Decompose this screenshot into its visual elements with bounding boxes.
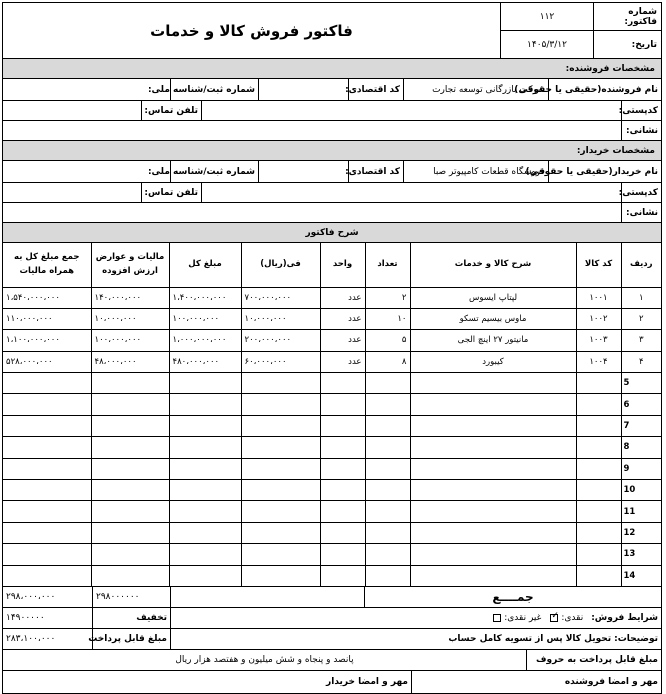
item-desc[interactable]: لپتاپ ایسوس <box>410 287 576 308</box>
empty-cell[interactable] <box>241 373 320 394</box>
empty-cell[interactable] <box>410 522 576 543</box>
empty-cell[interactable] <box>576 458 621 479</box>
terms-cell <box>170 608 661 628</box>
item-desc[interactable]: مانیتور ۲۷ اینچ الجی <box>410 330 576 351</box>
invoice-header <box>3 3 661 59</box>
invoice-meta <box>501 3 661 58</box>
terms-row <box>3 608 661 629</box>
buyer-phone-label: تلفن تماس: <box>141 183 201 202</box>
empty-cell[interactable] <box>410 565 576 586</box>
item-unit[interactable]: عدد <box>320 330 365 351</box>
seller-name-label: نام فروشنده(حقیقی یا حقوقی) <box>548 79 661 100</box>
item-code[interactable]: ۱۰۰۴ <box>576 351 621 372</box>
item-total[interactable]: ۴۸۰،۰۰۰،۰۰۰ <box>169 351 241 372</box>
item-price[interactable]: ۷۰۰،۰۰۰،۰۰۰ <box>241 287 320 308</box>
item-code[interactable]: ۱۰۰۱ <box>576 287 621 308</box>
empty-cell[interactable] <box>576 544 621 565</box>
empty-cell[interactable] <box>241 565 320 586</box>
col-radif: ردیف <box>621 243 661 287</box>
empty-cell[interactable] <box>241 501 320 522</box>
buyer-signature[interactable]: مهر و امضا خریدار <box>326 676 408 687</box>
empty-cell[interactable] <box>91 501 169 522</box>
item-qty[interactable]: ۲ <box>365 287 410 308</box>
item-qty[interactable]: ۵ <box>365 330 410 351</box>
items-header-row <box>3 243 661 287</box>
empty-cell[interactable] <box>576 415 621 436</box>
items-section-title: شرح فاکتور <box>3 223 661 243</box>
item-radif: 14 <box>621 565 661 586</box>
seller-address-value[interactable] <box>3 121 621 140</box>
seller-postal-value[interactable] <box>201 101 621 120</box>
empty-cell[interactable] <box>3 415 91 436</box>
item-radif: 6 <box>621 394 661 415</box>
words-label: مبلغ قابل پرداخت به حروف <box>526 650 661 670</box>
tax-sum-value[interactable]: ۲۹۸۰۰۰۰۰۰ <box>92 587 170 607</box>
buyer-reg-label: شماره ثبت/شناسه ملی: <box>170 161 258 182</box>
col-qty: تعداد <box>365 243 410 287</box>
item-radif: 7 <box>621 415 661 436</box>
invoice-date-label: تاریخ: <box>593 31 661 58</box>
payable-label: مبلغ قابل پرداخت <box>92 629 170 649</box>
empty-cell[interactable] <box>365 544 410 565</box>
seller-phone-label: تلفن تماس: <box>141 101 201 120</box>
seller-address-label: نشانی: <box>621 121 661 140</box>
empty-cell[interactable] <box>91 415 169 436</box>
empty-cell[interactable] <box>91 437 169 458</box>
empty-cell[interactable] <box>576 501 621 522</box>
empty-cell[interactable] <box>3 522 91 543</box>
empty-cell[interactable] <box>3 394 91 415</box>
payable-value[interactable]: ۲۸۳،۱۰۰،۰۰۰ <box>6 633 56 644</box>
buyer-phone-value[interactable] <box>3 183 141 202</box>
table-row <box>3 458 661 479</box>
invoice-date-value[interactable]: ۱۴۰۵/۳/۱۲ <box>527 39 567 50</box>
noncash-label: غیر نقدی: <box>504 612 542 623</box>
empty-cell[interactable] <box>410 373 576 394</box>
empty-cell[interactable] <box>169 437 241 458</box>
item-total[interactable]: ۱۰۰،۰۰۰،۰۰۰ <box>169 308 241 329</box>
item-unit[interactable]: عدد <box>320 351 365 372</box>
item-grand[interactable]: ۱،۵۴۰،۰۰۰،۰۰۰ <box>3 287 91 308</box>
empty-cell[interactable] <box>576 565 621 586</box>
empty-cell[interactable] <box>169 394 241 415</box>
empty-cell[interactable] <box>241 480 320 501</box>
sum-spacer <box>170 587 364 607</box>
table-row <box>3 415 661 436</box>
buyer-address-row <box>3 203 661 223</box>
empty-cell[interactable] <box>365 415 410 436</box>
empty-cell[interactable] <box>320 544 365 565</box>
col-code: کد کالا <box>576 243 621 287</box>
sum-row <box>3 587 661 608</box>
empty-cell[interactable] <box>91 394 169 415</box>
item-code[interactable]: ۱۰۰۳ <box>576 330 621 351</box>
empty-cell[interactable] <box>169 522 241 543</box>
empty-cell[interactable] <box>320 480 365 501</box>
cash-label: نقدی: <box>561 612 584 623</box>
empty-cell[interactable] <box>576 480 621 501</box>
empty-cell[interactable] <box>91 565 169 586</box>
seller-economic-code-value[interactable] <box>258 79 348 100</box>
item-qty[interactable]: ۸ <box>365 351 410 372</box>
invoice-title: فاکتور فروش کالا و خدمات <box>3 3 501 58</box>
col-price: فی(ریال) <box>241 243 320 287</box>
item-radif: ۲ <box>621 308 661 329</box>
empty-cell[interactable] <box>365 480 410 501</box>
seller-name-row <box>3 79 661 101</box>
empty-cell[interactable] <box>3 458 91 479</box>
seller-signature[interactable]: مهر و امضا فروشنده <box>411 671 661 693</box>
item-grand[interactable]: ۱۱۰،۰۰۰،۰۰۰ <box>3 308 91 329</box>
discount-value[interactable]: ۱۴۹۰۰۰۰۰ <box>6 612 45 623</box>
empty-cell[interactable] <box>241 544 320 565</box>
seller-section-title: مشخصات فروشنده: <box>3 59 661 79</box>
buyer-postal-value[interactable] <box>201 183 621 202</box>
buyer-address-value[interactable] <box>3 203 621 222</box>
item-code[interactable]: ۱۰۰۲ <box>576 308 621 329</box>
table-row <box>3 565 661 586</box>
item-total[interactable]: ۱،۴۰۰،۰۰۰،۰۰۰ <box>169 287 241 308</box>
item-tax[interactable]: ۱۰،۰۰۰،۰۰۰ <box>91 308 169 329</box>
item-price[interactable]: ۲۰۰،۰۰۰،۰۰۰ <box>241 330 320 351</box>
empty-cell[interactable] <box>91 480 169 501</box>
item-radif: 11 <box>621 501 661 522</box>
item-price[interactable]: ۶۰،۰۰۰،۰۰۰ <box>241 351 320 372</box>
item-grand[interactable]: ۵۲۸،۰۰۰،۰۰۰ <box>3 351 91 372</box>
grand-sum-value[interactable]: ۲۹۸،۰۰۰،۰۰۰ <box>6 591 56 602</box>
item-tax[interactable]: ۱۰۰،۰۰۰،۰۰۰ <box>91 330 169 351</box>
empty-cell[interactable] <box>365 565 410 586</box>
empty-cell[interactable] <box>3 544 91 565</box>
empty-cell[interactable] <box>410 480 576 501</box>
empty-cell[interactable] <box>410 458 576 479</box>
empty-cell[interactable] <box>576 394 621 415</box>
item-grand[interactable]: ۱،۱۰۰،۰۰۰،۰۰۰ <box>3 330 91 351</box>
signature-row <box>3 671 661 693</box>
empty-cell[interactable] <box>320 437 365 458</box>
empty-cell[interactable] <box>410 501 576 522</box>
empty-cell[interactable] <box>3 565 91 586</box>
col-grand: جمع مبلغ کل به همراه مالیات <box>3 243 91 287</box>
empty-cell[interactable] <box>365 522 410 543</box>
table-row <box>3 544 661 565</box>
empty-rows <box>3 373 661 587</box>
empty-cell[interactable] <box>3 480 91 501</box>
buyer-name-value[interactable]: فروشگاه قطعات کامپیوتر صبا <box>403 161 548 182</box>
table-row <box>3 308 661 329</box>
empty-cell[interactable] <box>91 522 169 543</box>
empty-cell[interactable] <box>169 480 241 501</box>
empty-cell[interactable] <box>320 394 365 415</box>
item-radif: ۴ <box>621 351 661 372</box>
seller-reg-label: شماره ثبت/شناسه ملی: <box>170 79 258 100</box>
seller-postal-row <box>3 101 661 121</box>
empty-cell[interactable] <box>91 458 169 479</box>
empty-cell[interactable] <box>3 501 91 522</box>
empty-cell[interactable] <box>410 437 576 458</box>
item-radif: 13 <box>621 544 661 565</box>
empty-cell[interactable] <box>410 544 576 565</box>
empty-cell[interactable] <box>169 415 241 436</box>
empty-cell[interactable] <box>576 437 621 458</box>
buyer-address-label: نشانی: <box>621 203 661 222</box>
notes-value[interactable]: تحویل کالا پس از تسویه کامل حساب <box>448 633 612 644</box>
empty-cell[interactable] <box>410 394 576 415</box>
notes-row <box>3 629 661 650</box>
item-radif: 10 <box>621 480 661 501</box>
item-tax[interactable]: ۴۸،۰۰۰،۰۰۰ <box>91 351 169 372</box>
empty-cell[interactable] <box>410 415 576 436</box>
col-total: مبلغ کل <box>169 243 241 287</box>
table-row <box>3 501 661 522</box>
buyer-postal-row <box>3 183 661 203</box>
item-radif: ۱ <box>621 287 661 308</box>
item-tax[interactable]: ۱۴۰،۰۰۰،۰۰۰ <box>91 287 169 308</box>
table-row <box>3 437 661 458</box>
seller-postal-label: کدپستی: <box>621 101 661 120</box>
empty-cell[interactable] <box>320 458 365 479</box>
empty-cell[interactable] <box>91 373 169 394</box>
buyer-postal-label: کدپستی: <box>621 183 661 202</box>
col-desc: شرح کالا و خدمات <box>410 243 576 287</box>
seller-reg-value[interactable] <box>3 79 170 100</box>
table-row <box>3 394 661 415</box>
table-row <box>3 351 661 372</box>
empty-cell[interactable] <box>169 373 241 394</box>
item-total[interactable]: ۱،۰۰۰،۰۰۰،۰۰۰ <box>169 330 241 351</box>
item-qty[interactable]: ۱۰ <box>365 308 410 329</box>
notes-cell <box>170 629 661 649</box>
item-desc[interactable]: ماوس بیسیم تسکو <box>410 308 576 329</box>
item-unit[interactable]: عدد <box>320 308 365 329</box>
buyer-reg-value[interactable] <box>3 161 170 182</box>
sum-label: جمــــع <box>364 587 661 607</box>
empty-cell[interactable] <box>241 415 320 436</box>
table-row <box>3 373 661 394</box>
words-value[interactable]: پانصد و پنجاه و شش میلیون و هفتصد هزار ریال <box>175 654 354 665</box>
buyer-name-row <box>3 161 661 183</box>
words-row <box>3 650 661 671</box>
seller-economic-code-label: کد اقتصادی: <box>348 79 403 100</box>
empty-cell[interactable] <box>576 373 621 394</box>
empty-cell[interactable] <box>365 373 410 394</box>
seller-phone-value[interactable] <box>3 101 141 120</box>
item-unit[interactable]: عدد <box>320 287 365 308</box>
terms-label: شرایط فروش: <box>591 612 658 623</box>
cash-checkbox[interactable] <box>550 614 558 622</box>
empty-cell[interactable] <box>320 501 365 522</box>
seller-address-row <box>3 121 661 141</box>
invoice-number-label: شماره فاکتور: <box>593 3 661 30</box>
empty-cell[interactable] <box>169 501 241 522</box>
invoice-sheet <box>2 2 662 694</box>
item-radif: 9 <box>621 458 661 479</box>
empty-cell[interactable] <box>169 458 241 479</box>
buyer-economic-code-value[interactable] <box>258 161 348 182</box>
empty-cell[interactable] <box>365 394 410 415</box>
seller-name-value[interactable]: شرکت بازرگانی توسعه تجارت <box>403 79 548 100</box>
empty-cell[interactable] <box>320 565 365 586</box>
empty-cell[interactable] <box>576 522 621 543</box>
table-row <box>3 522 661 543</box>
empty-cell[interactable] <box>365 501 410 522</box>
item-desc[interactable]: کیبورد <box>410 351 576 372</box>
empty-cell[interactable] <box>241 394 320 415</box>
item-radif: 5 <box>621 373 661 394</box>
noncash-checkbox[interactable] <box>493 614 501 622</box>
items-table <box>3 243 661 587</box>
empty-cell[interactable] <box>365 437 410 458</box>
empty-cell[interactable] <box>320 522 365 543</box>
empty-cell[interactable] <box>169 565 241 586</box>
empty-cell[interactable] <box>241 458 320 479</box>
table-row <box>3 480 661 501</box>
item-radif: 8 <box>621 437 661 458</box>
empty-cell[interactable] <box>241 522 320 543</box>
buyer-section-title: مشخصات خریدار: <box>3 141 661 161</box>
table-row <box>3 330 661 351</box>
invoice-number-value[interactable]: ۱۱۲ <box>539 11 555 22</box>
empty-cell[interactable] <box>3 437 91 458</box>
empty-cell[interactable] <box>241 437 320 458</box>
buyer-economic-code-label: کد اقتصادی: <box>348 161 403 182</box>
col-tax: مالیات و عوارض ارزش افزوده <box>91 243 169 287</box>
empty-cell[interactable] <box>320 415 365 436</box>
buyer-name-label: نام خریدار(حقیقی یا حقوقی) <box>548 161 661 182</box>
table-row <box>3 287 661 308</box>
empty-cell[interactable] <box>91 544 169 565</box>
empty-cell[interactable] <box>320 373 365 394</box>
notes-label: توضیحات: <box>614 633 658 644</box>
col-unit: واحد <box>320 243 365 287</box>
item-radif: ۳ <box>621 330 661 351</box>
discount-label: تخفیف <box>92 608 170 628</box>
empty-cell[interactable] <box>3 373 91 394</box>
empty-cell[interactable] <box>365 458 410 479</box>
empty-cell[interactable] <box>169 544 241 565</box>
item-price[interactable]: ۱۰،۰۰۰،۰۰۰ <box>241 308 320 329</box>
item-radif: 12 <box>621 522 661 543</box>
